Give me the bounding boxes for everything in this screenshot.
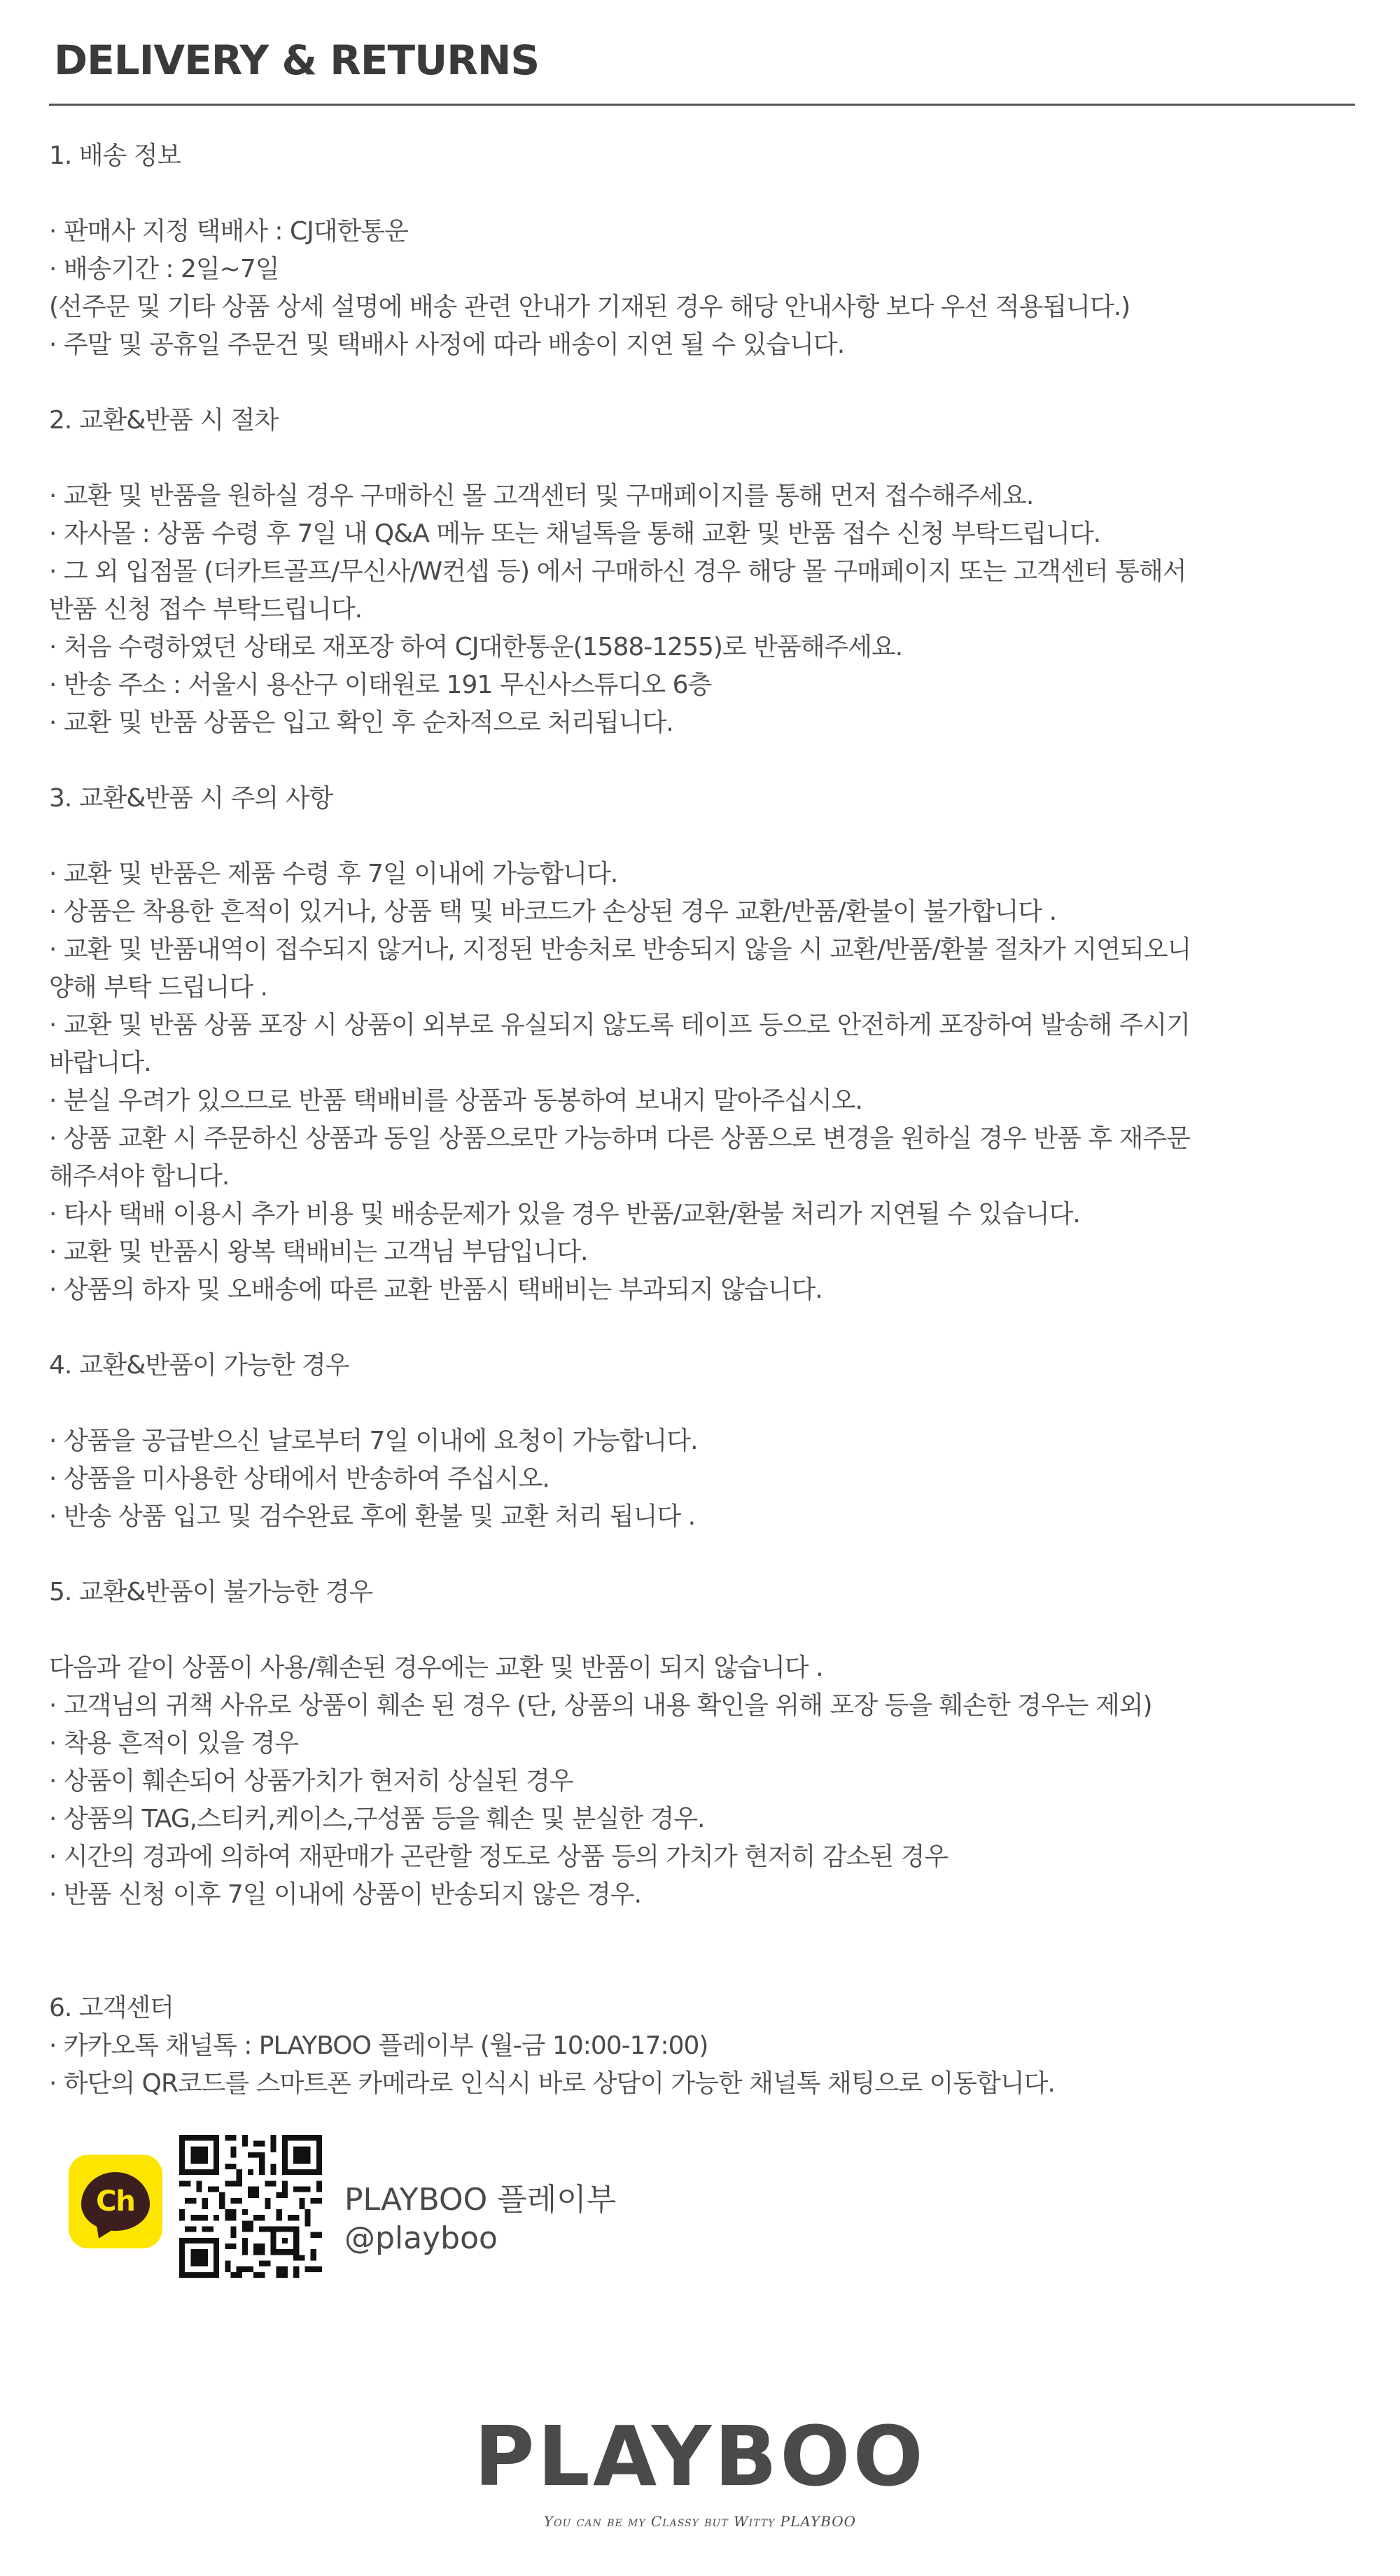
- list-item: 다음과 같이 상품이 사용/훼손된 경우에는 교환 및 반품이 되지 않습니다 .: [49, 1653, 823, 1682]
- list-item: · 판매사 지정 택배사 : CJ대한통운: [49, 217, 408, 246]
- kakao-icon-label: Ch: [96, 2185, 135, 2218]
- list-item: (선주문 및 기타 상품 상세 설명에 배송 관련 안내가 기재된 경우 해당 안내사항 보다 우선 적용됩니다.): [49, 293, 1130, 321]
- section-title-return-eligible: 4. 교환&반품이 가능한 경우: [49, 1351, 349, 1380]
- list-item: · 시간의 경과에 의하여 재판매가 곤란할 정도로 상품 등의 가치가 현저히 감소된 경우: [49, 1842, 948, 1871]
- list-item: · 반품 신청 이후 7일 이내에 상품이 반송되지 않은 경우.: [49, 1880, 642, 1909]
- list-item: · 반송 상품 입고 및 검수완료 후에 환불 및 교환 처리 됩니다 .: [49, 1502, 696, 1531]
- chat-bubble-icon: [81, 2172, 150, 2231]
- section-title-customer-center: 6. 고객센터: [49, 1994, 174, 2022]
- list-item: · 상품 교환 시 주문하신 상품과 동일 상품으로만 가능하며 다른 상품으로 변경을 원하실 경우 반품 후 재주문: [49, 1124, 1190, 1153]
- section-title-return-cautions: 3. 교환&반품 시 주의 사항: [49, 784, 333, 813]
- channel-handle: @playboo: [344, 2220, 498, 2256]
- list-item: · 배송기간 : 2일~7일: [49, 255, 279, 284]
- list-item: · 타사 택배 이용시 추가 비용 및 배송문제가 있을 경우 반품/교환/환불 처리가 지연될 수 있습니다.: [49, 1200, 1080, 1228]
- brand-tagline: You can be my Classy but Witty PLAYBOO: [543, 2513, 857, 2530]
- list-item: · 상품의 하자 및 오배송에 따른 교환 반품시 택배비는 부과되지 않습니다.: [49, 1275, 822, 1304]
- list-item: · 주말 및 공휴일 주문건 및 택배사 사정에 따라 배송이 지연 될 수 있습니다.: [49, 330, 845, 359]
- list-item: · 상품의 TAG,스티커,케이스,구성품 등을 훼손 및 분실한 경우.: [49, 1805, 705, 1833]
- page-title: DELIVERY & RETURNS: [54, 36, 540, 84]
- list-item: · 교환 및 반품내역이 접수되지 않거나, 지정된 반송처로 반송되지 않을 시 교환/반품/환불 절차가 지연되오니: [49, 935, 1191, 964]
- section-title-return-procedure: 2. 교환&반품 시 절차: [49, 406, 279, 435]
- list-item: 바랍니다.: [49, 1049, 151, 1077]
- kakao-channel-icon[interactable]: [69, 2155, 162, 2248]
- list-item: · 상품을 미사용한 상태에서 반송하여 주십시오.: [49, 1464, 550, 1493]
- channel-name: PLAYBOO 플레이부: [344, 2182, 617, 2218]
- list-item: · 교환 및 반품 상품은 입고 확인 후 순차적으로 처리됩니다.: [49, 708, 673, 737]
- section-title-delivery-info: 1. 배송 정보: [49, 141, 181, 170]
- qr-code-icon[interactable]: [179, 2135, 322, 2278]
- brand-logo: PLAYBOO: [474, 2408, 926, 2505]
- list-item: · 착용 흔적이 있을 경우: [49, 1729, 299, 1758]
- list-item: · 분실 우려가 있으므로 반품 택배비를 상품과 동봉하여 보내지 말아주십시오.: [49, 1086, 862, 1115]
- list-item: 양해 부탁 드립니다 .: [49, 973, 267, 1002]
- list-item: · 상품을 공급받으신 날로부터 7일 이내에 요청이 가능합니다.: [49, 1427, 698, 1455]
- list-item: · 고객님의 귀책 사유로 상품이 훼손 된 경우 (단, 상품의 내용 확인을 위해 포장 등을 훼손한 경우는 제외): [49, 1691, 1152, 1720]
- list-item: · 자사몰 : 상품 수령 후 7일 내 Q&A 메뉴 또는 채널톡을 통해 교환 및 반품 접수 신청 부탁드립니다.: [49, 519, 1101, 548]
- header-divider: [49, 104, 1355, 106]
- list-item: 반품 신청 접수 부탁드립니다.: [49, 595, 363, 624]
- list-item: · 상품은 착용한 흔적이 있거나, 상품 택 및 바코드가 손상된 경우 교환/반품/환불이 불가합니다 .: [49, 897, 1057, 926]
- list-item: · 하단의 QR코드를 스마트폰 카메라로 인식시 바로 상담이 가능한 채널톡 채팅으로 이동합니다.: [49, 2069, 1055, 2098]
- list-item: · 반송 주소 : 서울시 용산구 이태원로 191 무신사스튜디오 6층: [49, 671, 712, 699]
- list-item: · 교환 및 반품시 왕복 택배비는 고객님 부담입니다.: [49, 1238, 588, 1266]
- list-item: · 교환 및 반품은 제품 수령 후 7일 이내에 가능합니다.: [49, 860, 618, 888]
- list-item: · 카카오톡 채널톡 : PLAYBOO 플레이부 (월-금 10:00-17:00): [49, 2031, 708, 2060]
- list-item: · 처음 수령하였던 상태로 재포장 하여 CJ대한통운(1588-1255)로 반품해주세요.: [49, 633, 903, 662]
- section-title-return-ineligible: 5. 교환&반품이 불가능한 경우: [49, 1578, 373, 1606]
- list-item: · 교환 및 반품 상품 포장 시 상품이 외부로 유실되지 않도록 테이프 등으로 안전하게 포장하여 발송해 주시기: [49, 1011, 1190, 1040]
- list-item: · 상품이 훼손되어 상품가치가 현저히 상실된 경우: [49, 1767, 573, 1795]
- list-item: · 교환 및 반품을 원하실 경우 구매하신 몰 고객센터 및 구매페이지를 통해 먼저 접수해주세요.: [49, 482, 1034, 510]
- list-item: · 그 외 입점몰 (더카트골프/무신사/W컨셉 등) 에서 구매하신 경우 해당 몰 구매페이지 또는 고객센터 통해서: [49, 557, 1186, 586]
- list-item: 해주셔야 합니다.: [49, 1162, 230, 1191]
- policy-content: [49, 137, 1358, 2103]
